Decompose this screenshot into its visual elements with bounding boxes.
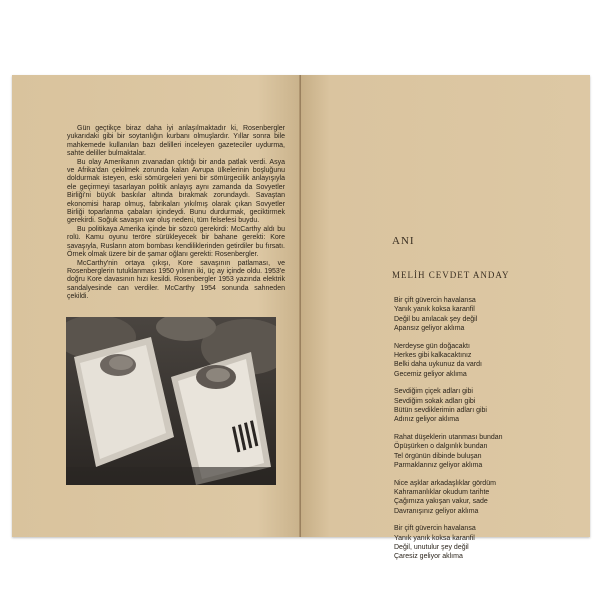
poem-line: Nice aşklar arkadaşlıklar gördüm	[394, 479, 496, 487]
stanza	[394, 296, 584, 334]
poem-line: Bir çift güvercin havalansa	[394, 297, 476, 304]
stanza	[394, 479, 584, 517]
poem-line: Değil, unutulur şey değil	[394, 543, 469, 551]
poem-line: Değil bu anılacak şey değil	[394, 315, 478, 323]
poet-name: MELİH CEVDET ANDAY	[392, 270, 510, 280]
paragraph: McCarthy'nin ortaya çıkışı, Kore savaşının patlaması, ve Rosenberglerin tutuklanması 1950 yılının iki, üç ay içinde oldu. 1953'e doğru Kore davasının hızı kesildi. Rosenbergler 1953 yazında elektrik sandalyesinde can verdiler. McCarthy 1954 sonunda sahneden çekildi.	[67, 259, 285, 301]
poem-line: Bütün sevdiklerimin adları gibi	[394, 407, 487, 415]
poem-line: Kahramanlıklar okudum tarihte	[394, 488, 490, 496]
stanza	[394, 524, 584, 562]
poem-title: ANI	[392, 235, 415, 247]
stanza	[394, 387, 584, 425]
paragraph: Gün geçtikçe biraz daha iyi anlaşılmaktadır ki, Rosenbergler yukarıdaki gibi bir soytarılığın kurbanı olmuşlardır. Yıllar sonra bile mahkemede kullanılan bazı delilleri inceleyen gazeteciler uydurma, sahte deliller bulmaktalar.	[67, 125, 285, 158]
poem-body	[394, 296, 584, 570]
poem-line: Belki daha uykunuz da vardı	[394, 361, 482, 369]
photo-illustration	[66, 317, 276, 485]
stanza	[394, 433, 584, 471]
poem-line: Yanık yanık koksa karanfil	[394, 534, 475, 542]
poem-line: Nerdeyse gün doğacaktı	[394, 342, 470, 350]
poem-line: Gecemiz geliyor aklıma	[394, 370, 467, 378]
poem-line: Herkes gibi kalkacaktınız	[394, 352, 472, 360]
article-text	[67, 125, 285, 302]
stanza	[394, 342, 584, 380]
poem-line: Davranışınız geliyor aklıma	[394, 507, 479, 515]
poem-line: Tel örgünün dibinde buluşan	[394, 452, 482, 460]
poem-line: Sevdiğim sokak adları gibi	[394, 397, 476, 405]
poem-line: Çağımıza yakışan vakur, sade	[394, 498, 488, 506]
poem-line: Sevdiğim çiçek adları gibi	[394, 388, 473, 396]
poem-line: Adınız geliyor aklıma	[394, 416, 459, 424]
poem-line: Yanık yanık koksa karanfil	[394, 306, 475, 314]
poem-line: Bir çift güvercin havalansa	[394, 525, 476, 533]
poem-line: Rahat düşeklerin utanması bundan	[394, 433, 503, 441]
poem-line: Parmaklarınız geliyor aklıma	[394, 462, 483, 470]
paragraph: Bu olay Amerikanın zıvanadan çıktığı bir anda patlak verdi. Asya ve Afrika'dan çekilmek zorunda kalan Avrupa ülkelerinin boşluğunu doldurmak isteyen, eski sömürgeleri yeni bir sömürgecilik anlayışıyla ele geçirmeyi tasarlayan politik anlayış aynı zamanda da Sovyetler Birliği'ni büyük baskılar altında bırakmak zorundaydı. Savaştan ekonomisi harap olmuş, fabrikaları yıkılmış olarak çıkan Sovyetler Birliği toparlanma çabaları içindeydi. Bunu durdurmak, geciktirmek gerekirdi. Soğuk savaşın var oluş nedeni, tüm felsefesi buydu.	[67, 158, 285, 225]
open-book-spread	[12, 75, 590, 561]
poem-line: Çaresiz geliyor aklıma	[394, 553, 463, 561]
paragraph: Bu politikaya Amerika içinde bir sözcü gerekirdi: McCarthy aldı bu rolü. Kamu oyunu teröre sürükleyecek bir bahane gerekti: Kore savaşıyla, Rusların atom bombası kendiliklerinden getirdiler bu fırsatı. Örnek olmak üzere bir de şamar oğlanı gerekti: Rosenbergler.	[67, 225, 285, 259]
poem-line: Öpüşürken o dalgınlık bundan	[394, 443, 488, 451]
poem-line: Apansız geliyor aklıma	[394, 325, 465, 333]
photograph-two-figures-lying	[66, 317, 276, 485]
left-page	[12, 75, 301, 537]
